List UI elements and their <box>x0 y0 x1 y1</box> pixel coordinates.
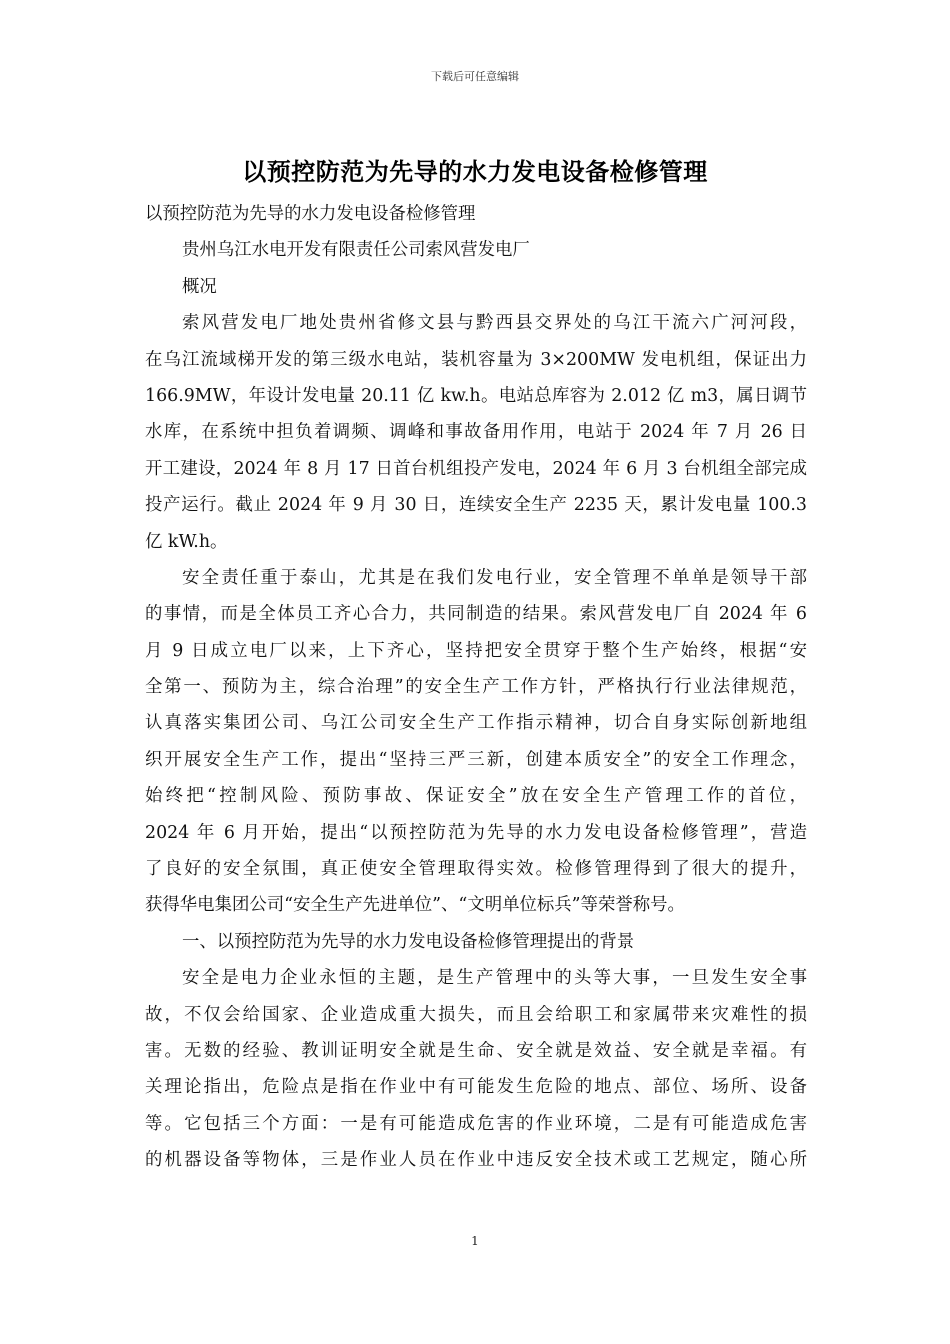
paragraph-line: 索风营发电厂地处贵州省修文县与黔西县交界处的乌江干流六广河河段， <box>182 313 807 334</box>
paragraph-line: 水库，在系统中担负着调频、调峰和事故备用作用，电站于 2024 年 7 月 26 日 <box>145 422 807 443</box>
paragraph-line: 全第一、预防为主，综合治理”的安全生产工作方针，严格执行行业法律规范， <box>145 677 807 698</box>
paragraph-line: 害。无数的经验、教训证明安全就是生命、安全就是效益、安全就是幸福。有 <box>145 1040 807 1061</box>
paragraph-line: 始终把“控制风险、预防事故、保证安全”放在安全生产管理工作的首位， <box>145 786 807 807</box>
paragraph-line: 安全是电力企业永恒的主题，是生产管理中的头等大事，一旦发生安全事 <box>182 968 807 989</box>
paragraph-line: 了良好的安全氛围，真正使安全管理取得实效。检修管理得到了很大的提升， <box>145 859 807 880</box>
paragraph-line: 在乌江流域梯开发的第三级水电站，装机容量为 3×200MW 发电机组，保证出力 <box>145 349 807 370</box>
paragraph-line: 织开展安全生产工作，提出“坚持三严三新，创建本质安全”的安全工作理念， <box>145 749 807 770</box>
paragraph-line: 认真落实集团公司、乌江公司安全生产工作指示精神，切合自身实际创新地组 <box>145 713 807 734</box>
paragraph-line: 2024 年 6 月开始，提出“以预控防范为先导的水力发电设备检修管理”，营造 <box>145 822 807 843</box>
section-heading-overview: 概况 <box>182 276 217 297</box>
subtitle-line: 以预控防范为先导的水力发电设备检修管理 <box>145 204 476 224</box>
page-header-note: 下载后可任意编辑 <box>431 70 519 83</box>
paragraph-line: 166.9MW，年设计发电量 20.11 亿 kw.h。电站总库容为 2.012 亿 m3，属日调节 <box>145 385 807 406</box>
document-title: 以预控防范为先导的水力发电设备检修管理 <box>242 158 708 186</box>
paragraph-line: 获得华电集团公司“安全生产先进单位”、“文明单位标兵”等荣誉称号。 <box>145 895 685 916</box>
paragraph-line: 开工建设，2024 年 8 月 17 日首台机组投产发电，2024 年 6 月 3 台机组全部完成 <box>145 458 807 479</box>
paragraph-line: 投产运行。截止 2024 年 9 月 30 日，连续安全生产 2235 天，累计发电量 100.3 <box>145 495 807 516</box>
paragraph-line: 的机器设备等物体，三是作业人员在作业中违反安全技术或工艺规定，随心所 <box>145 1150 807 1171</box>
paragraph-line: 故，不仅会给国家、企业造成重大损失，而且会给职工和家属带来灾难性的损 <box>145 1004 807 1025</box>
paragraph-line: 月 9 日成立电厂以来，上下齐心，坚持把安全贯穿于整个生产始终，根据“安 <box>145 640 807 661</box>
paragraph-line: 的事情，而是全体员工齐心合力，共同制造的结果。索风营发电厂自 2024 年 6 <box>145 604 807 625</box>
paragraph-line: 安全责任重于泰山，尤其是在我们发电行业，安全管理不单单是领导干部 <box>182 567 807 588</box>
section-heading-background: 一、以预控防范为先导的水力发电设备检修管理提出的背景 <box>182 931 635 952</box>
paragraph-line: 关理论指出，危险点是指在作业中有可能发生危险的地点、部位、场所、设备 <box>145 1077 807 1098</box>
paragraph-line: 等。它包括三个方面：一是有可能造成危害的作业环境，二是有可能造成危害 <box>145 1113 807 1134</box>
document-body <box>145 196 807 1179</box>
company-name-line: 贵州乌江水电开发有限责任公司索风营发电厂 <box>182 240 530 261</box>
paragraph-line: 亿 kW.h。 <box>145 531 228 552</box>
page-number: 1 <box>471 1234 479 1248</box>
